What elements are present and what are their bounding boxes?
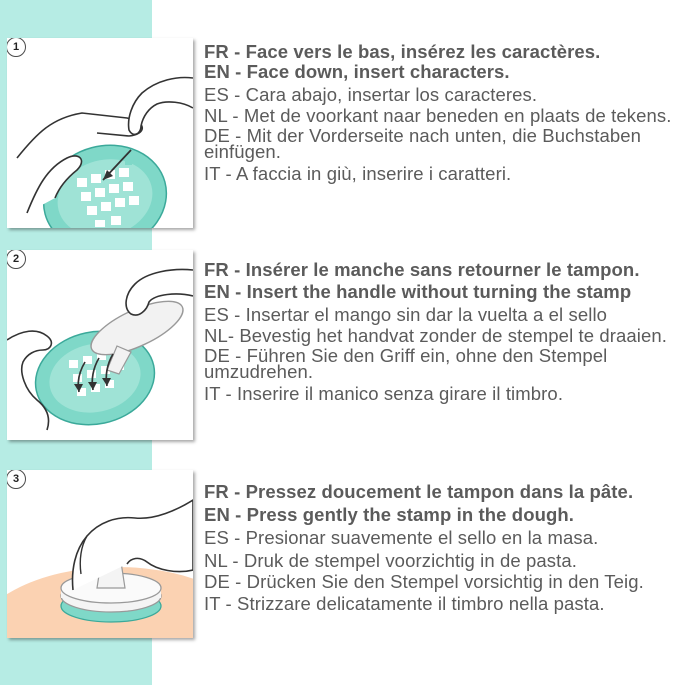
- hand-inserting-handle-icon: [7, 250, 193, 440]
- step-2-number: 2: [7, 250, 26, 269]
- hand-inserting-letters-icon: [7, 38, 193, 228]
- step-2-line-nl: NL- Bevestig het handvat zonder de stempel te draaien.: [204, 325, 668, 346]
- step-1-line-nl: NL - Met de voorkant naar beneden en plaats de tekens.: [204, 105, 672, 126]
- step-2-line-it: IT - Inserire il manico senza girare il timbro.: [204, 383, 564, 404]
- step-1-illustration-panel: [7, 38, 193, 228]
- step-1-instructions: [204, 42, 685, 184]
- step-1-line-en: EN - Face down, insert characters.: [204, 61, 510, 82]
- step-2-line-fr: FR - Insérer le manche sans retourner le tampon.: [204, 259, 640, 280]
- step-3-number: 3: [7, 470, 26, 489]
- step-3-illustration-panel: [7, 470, 193, 638]
- step-3-instructions: [204, 482, 685, 614]
- step-3-line-it: IT - Strizzare delicatamente il timbro nella pasta.: [204, 593, 605, 614]
- step-3-line-nl: NL - Druk de stempel voorzichtig in de pasta.: [204, 550, 577, 571]
- step-1-line-es: ES - Cara abajo, insertar los caracteres.: [204, 84, 538, 105]
- step-1-number: 1: [7, 38, 26, 57]
- step-1-line-de: DE - Mit der Vorderseite nach unten, die Buchstaben einfügen.: [204, 125, 642, 162]
- step-2-line-de: DE - Führen Sie den Griff ein, ohne den Stempel umzudrehen.: [204, 345, 608, 382]
- step-2-instructions: [204, 259, 685, 404]
- step-1-line-fr: FR - Face vers le bas, insérez les caractères.: [204, 41, 601, 62]
- step-3-line-en: EN - Press gently the stamp in the dough.: [204, 504, 575, 525]
- step-3-line-fr: FR - Pressez doucement le tampon dans la pâte.: [204, 481, 634, 502]
- step-3-line-de: DE - Drücken Sie den Stempel vorsichtig in den Teig.: [204, 571, 644, 592]
- step-1-line-it: IT - A faccia in giù, inserire i caratteri.: [204, 163, 512, 184]
- step-2-illustration-panel: [7, 250, 193, 440]
- step-2-line-en: EN - Insert the handle without turning the stamp: [204, 281, 632, 302]
- step-3-line-es: ES - Presionar suavemente el sello en la masa.: [204, 527, 599, 548]
- step-2-line-es: ES - Insertar el mango sin dar la vuelta a el sello: [204, 304, 608, 325]
- hand-pressing-stamp-icon: [7, 470, 193, 638]
